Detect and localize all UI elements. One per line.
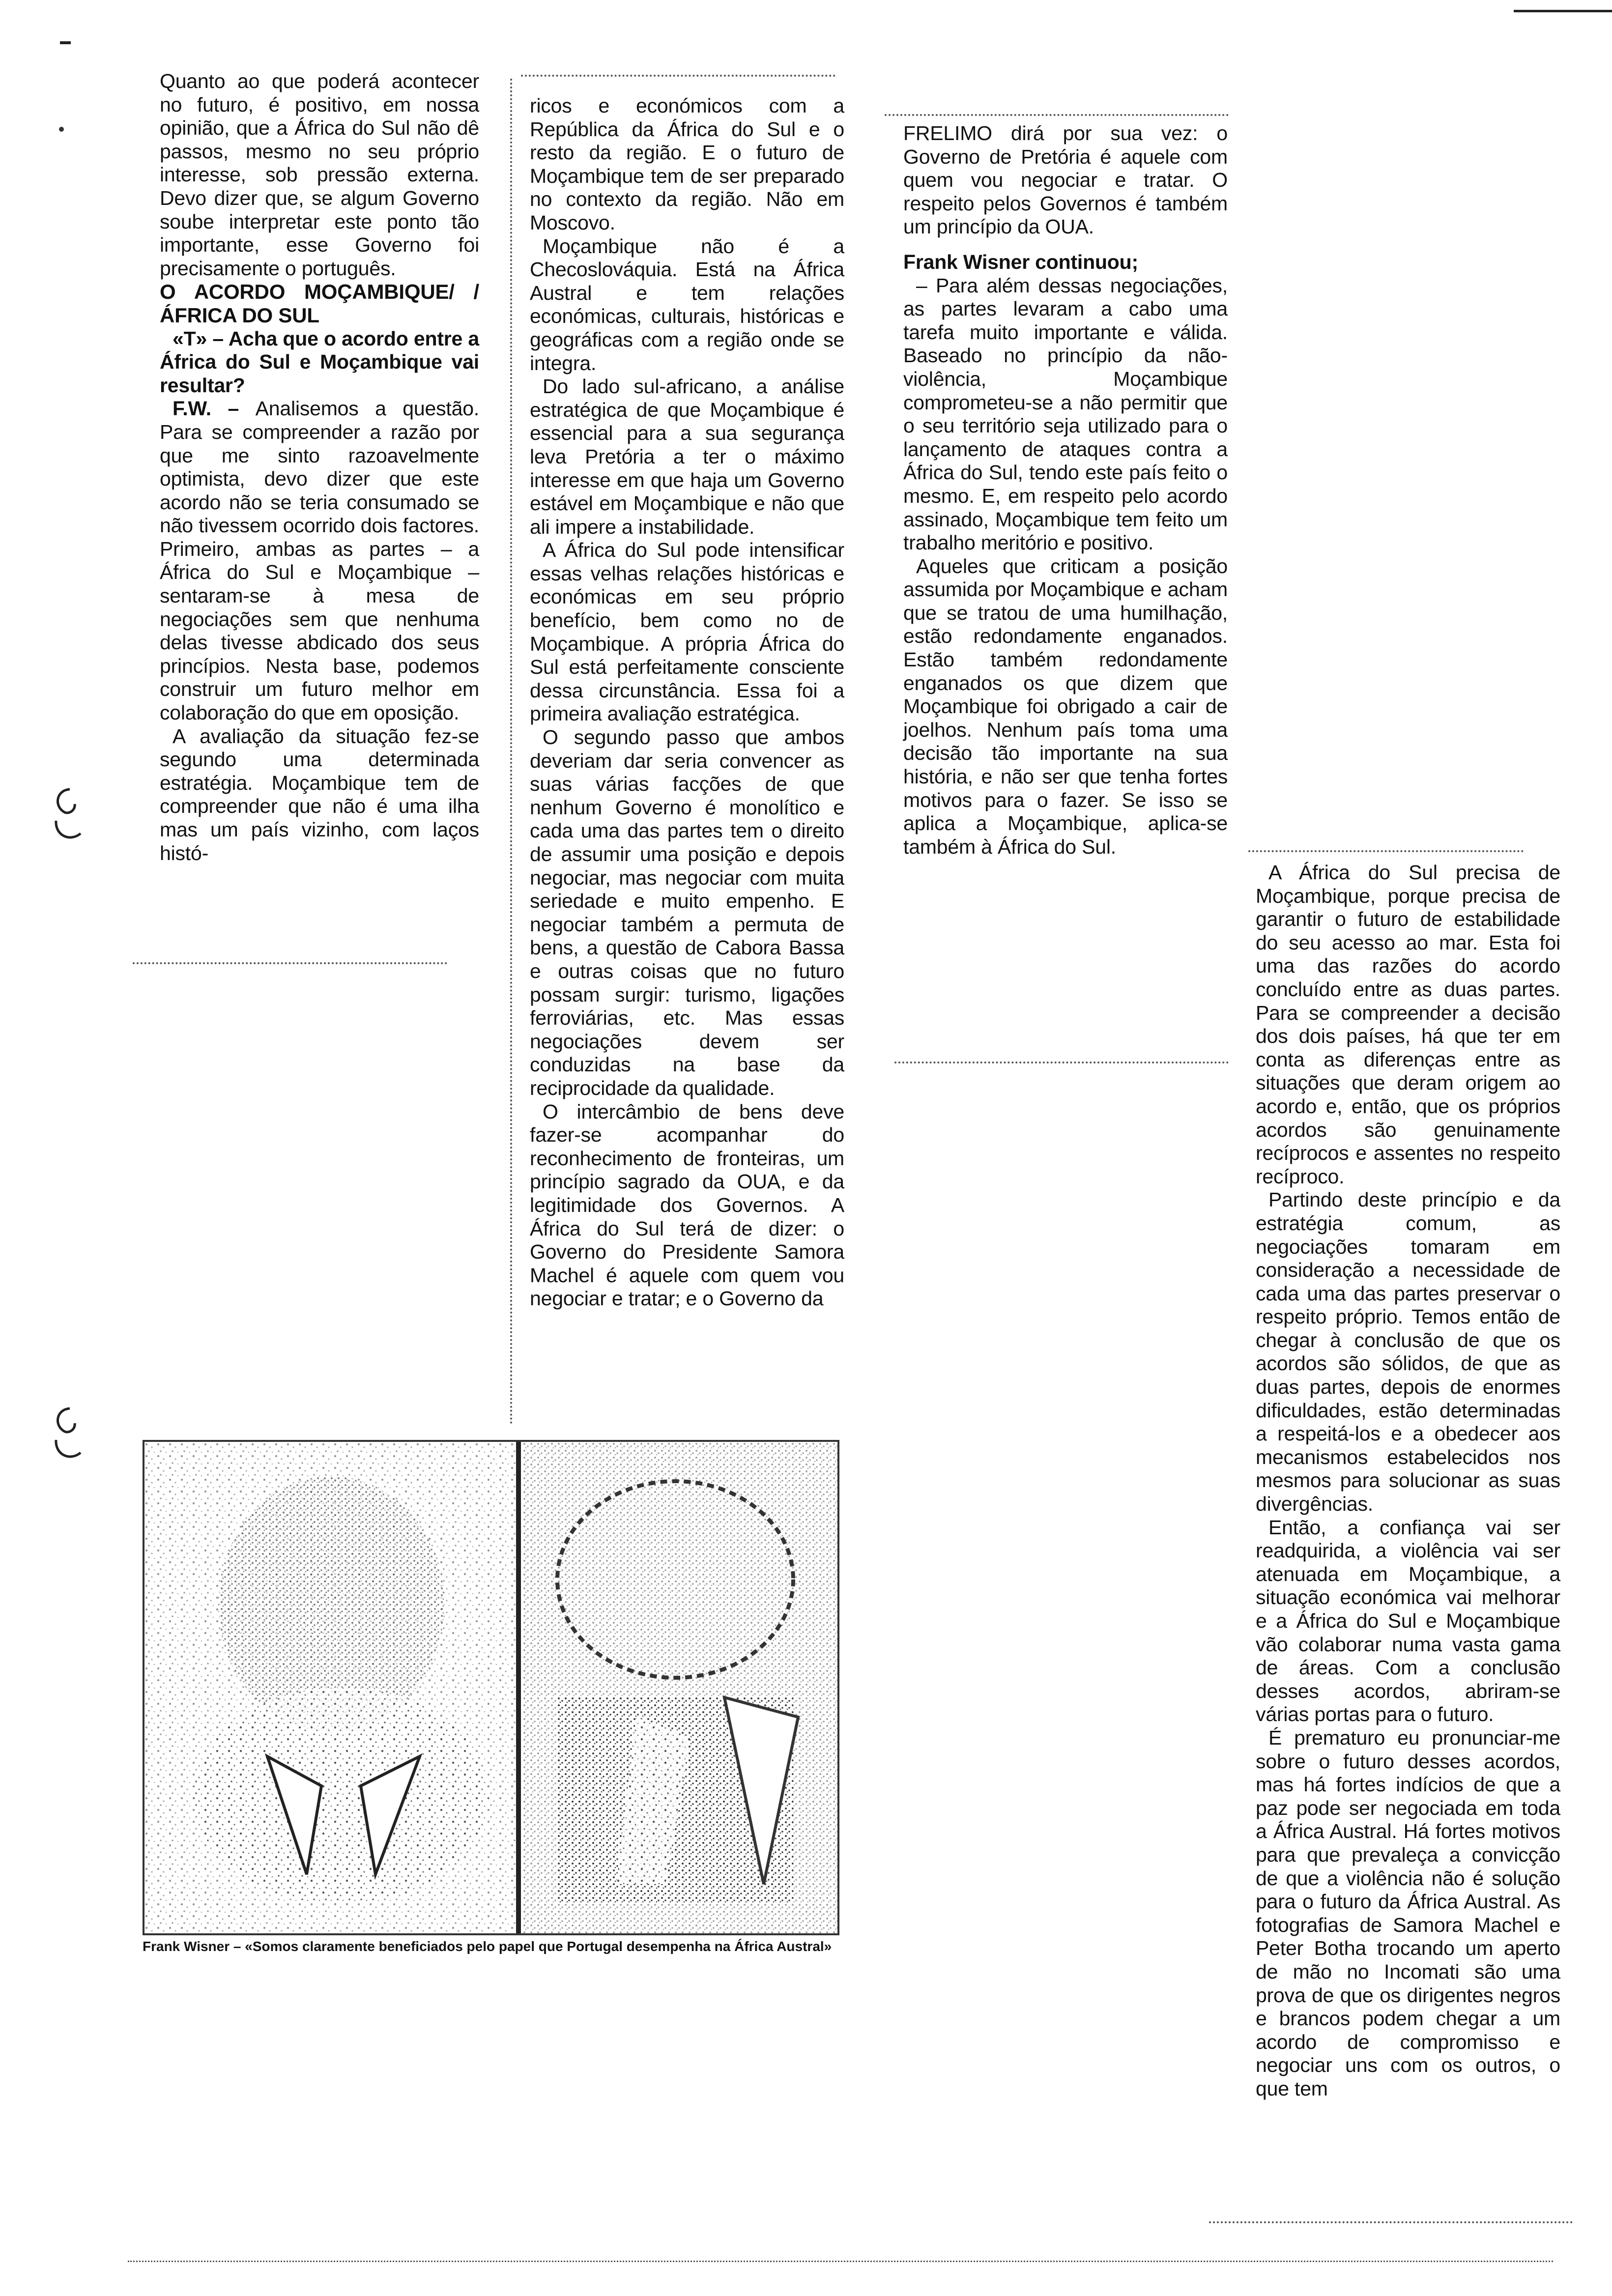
margin-dash-mark — [60, 41, 71, 44]
question-tag: «T» – — [173, 327, 229, 350]
clipping-edge-col3-top — [885, 114, 1229, 116]
column-1-paragraph-3: A avaliação da situação fez-se segundo uma determinada estratégia. Moçambique tem de compreender que não é uma ilha mas um país vizinho, com laços histó- — [160, 724, 479, 864]
article-column-3 — [903, 122, 1228, 859]
column-1-intro: Quanto ao que poderá acontecer no futuro, é positivo, em nossa opinião, que a África do Sul não dê passos, mesmo no seu próprio interesse, sob pressão externa. Devo dizer que, se algum Governo soube interpretar este ponto tão importante, esse Governo foi precisamente o português. — [160, 70, 479, 280]
column-2-paragraph-6: O intercâmbio de bens deve fazer-se acompanhar do reconhecimento de fronteiras, um princípio sagrado da OUA, e da legitimidade dos Governos. A África do Sul terá de dizer: o Governo do Presidente Samora Machel é aquele com quem vou negociar e tratar; e o Governo da — [530, 1100, 844, 1310]
margin-dot-mark — [59, 127, 64, 132]
answer-text: Analisemos a questão. Para se compreender a razão por que me sinto razoavelmente optimista, devo dizer que este acordo não se teria consumado se não tivessem ocorrido dois factores. Primeiro, ambas as partes – a África do Sul e Moçambique – sentaram-se à mesa de negociações sem que nenhuma delas tivesse abdicado dos seus princípios. Nesta base, podemos construir um futuro melhor em colaboração do que em oposição. — [160, 397, 480, 724]
clipping-edge-col4-top — [1248, 850, 1524, 852]
answer-tag: F.W. – — [173, 397, 256, 420]
column-3-paragraph-1: FRELIMO dirá por sua vez: o Governo de Pretória é aquele com quem vou negociar e tratar. O respeito pelos Governos é também um princípio da OUA. — [903, 122, 1228, 238]
clipping-edge-col1-bottom — [133, 962, 447, 964]
caption-name: Frank Wisner – — [143, 1939, 245, 1954]
column-3-paragraph-3: Aqueles que criticam a posição assumida por Moçambique e acham que se tratou de uma humilhação, estão redondamente enganados. Estão também redondamente enganados os que dizem que Moçambique foi obrigado a cair de joelhos. Nenhum país toma uma decisão tão importante na sua história, e não ser que tenha fortes motivos para o fazer. Se isso se aplica a Moçambique, aplica-se também à África do Sul. — [903, 554, 1228, 858]
column-4-paragraph-1: A África do Sul precisa de Moçambique, porque precisa de garantir o futuro de estabilidade do seu acesso ao mar. Esta foi uma das razões do acordo concluído entre as duas partes. Para se compreender a decisão dos dois países, há que ter em conta as diferenças entre as situações que deram origem ao acordo e, então, que os próprios acordos são genuinamente recíprocos e assentes no respeito recíproco. — [1256, 861, 1560, 1188]
photo-caption — [143, 1938, 840, 1955]
column-4-paragraph-4: É prematuro eu pronunciar-me sobre o futuro desses acordos, mas há fortes indícios de que a paz pode ser negociada em toda a África Austral. Há fortes motivos para que prevaleça a convicção de que a violência não é solução para o futuro da África Austral. As fotografias de Samora Machel e Peter Botha trocando um aperto de mão no Incomati são uma prova de que os dirigentes negros e brancos podem chegar a um acordo de compromisso e negociar uns com os outros, o que tem — [1256, 1726, 1560, 2100]
clipping-edge-col2-left — [510, 79, 512, 1425]
frank-wisner-photo — [143, 1440, 839, 1935]
caption-quote: «Somos claramente beneficiados pelo papel que Portugal desempenha na África Austral» — [245, 1939, 832, 1954]
clipping-edge-col3-bottom — [894, 1062, 1229, 1063]
interview-question — [160, 327, 479, 398]
punch-hole-mark-lower — [50, 1406, 85, 1464]
article-column-4 — [1256, 861, 1560, 2100]
column-2-paragraph-2: Moçambique não é a Checoslováquia. Está na África Austral e tem relações económicas, culturais, históricas e geográficas com a região onde se integra. — [530, 234, 844, 374]
column-4-paragraph-3: Então, a confiança vai ser readquirida, a violência vai ser atenuada em Moçambique, a situação económica vai melhorar e a África do Sul e Moçambique vão colaborar numa vasta gama de áreas. Com a conclusão desses acordos, abriram-se várias portas para o futuro. — [1256, 1516, 1560, 1726]
article-column-1 — [160, 70, 479, 865]
column-3-paragraph-2: – Para além dessas negociações, as partes levaram a cabo uma tarefa muito importante e válida. Baseado no princípio da não-violência, Moçambique comprometeu-se a não permitir que o seu território seja utilizado para o lançamento de ataques contra a África do Sul, tendo este país feito o mesmo. E, em respeito pelo acordo assinado, Moçambique tem feito um trabalho meritório e positivo. — [903, 274, 1228, 554]
punch-hole-mark-upper — [50, 786, 85, 845]
column-2-paragraph-4: A África do Sul pode intensificar essas velhas relações históricas e económicas em seu próprio benefício, bem como no de Moçambique. A própria África do Sul está perfeitamente consciente dessa circunstância. Essa foi a primeira avaliação estratégica. — [530, 539, 844, 725]
column-3-subhead: Frank Wisner continuou; — [903, 250, 1138, 273]
column-2-paragraph-1: ricos e económicos com a República da África do Sul e o resto da região. E o futuro de Moçambique tem de ser preparado no contexto da região. Não em Moscovo. — [530, 94, 844, 234]
column-2-paragraph-5: O segundo passo que ambos deveriam dar seria convencer as suas várias facções de que nenhum Governo é monolítico e cada uma das partes tem o direito de assumir uma posição e depois negociar, mas negociar com muita seriedade e muito empenho. E negociar também a permuta de bens, a questão de Cabora Bassa e outras coisas que no futuro possam surgir: turismo, ligações ferroviárias, etc. Mas essas negociações devem ser conduzidas na base da reciprocidade da qualidade. — [530, 726, 844, 1099]
photo-image — [144, 1442, 837, 1933]
column-2-paragraph-3: Do lado sul-africano, a análise estratégica de que Moçambique é essencial para a sua segurança leva Pretória a ter o máximo interesse em que haja um Governo estável em Moçambique e não que ali impere a instabilidade. — [530, 375, 844, 538]
article-column-2 — [530, 94, 844, 1311]
section-heading: O ACORDO MOÇAMBIQUE/ /ÁFRICA DO SUL — [160, 280, 479, 327]
column-4-paragraph-2: Partindo deste princípio e da estratégia comum, as negociações tomaram em consideração a necessidade de cada uma das partes preservar o respeito próprio. Temos então de chegar à conclusão de que os acordos são sólidos, de que as duas partes, depois de enormes dificuldades, estão determinadas a respeitá-los e a obedecer aos mecanismos estabelecidos nos mesmos para solucionar as suas divergências. — [1256, 1188, 1560, 1516]
clipping-edge-col2-top — [521, 75, 835, 77]
top-right-rule — [1514, 10, 1612, 12]
interview-answer — [160, 397, 479, 724]
clipping-edge-col4-bottom — [1209, 2221, 1573, 2223]
page-bottom-noise — [128, 2261, 1553, 2262]
question-text: Acha que o acordo entre a África do Sul e Moçambique vai resultar? — [160, 327, 480, 397]
